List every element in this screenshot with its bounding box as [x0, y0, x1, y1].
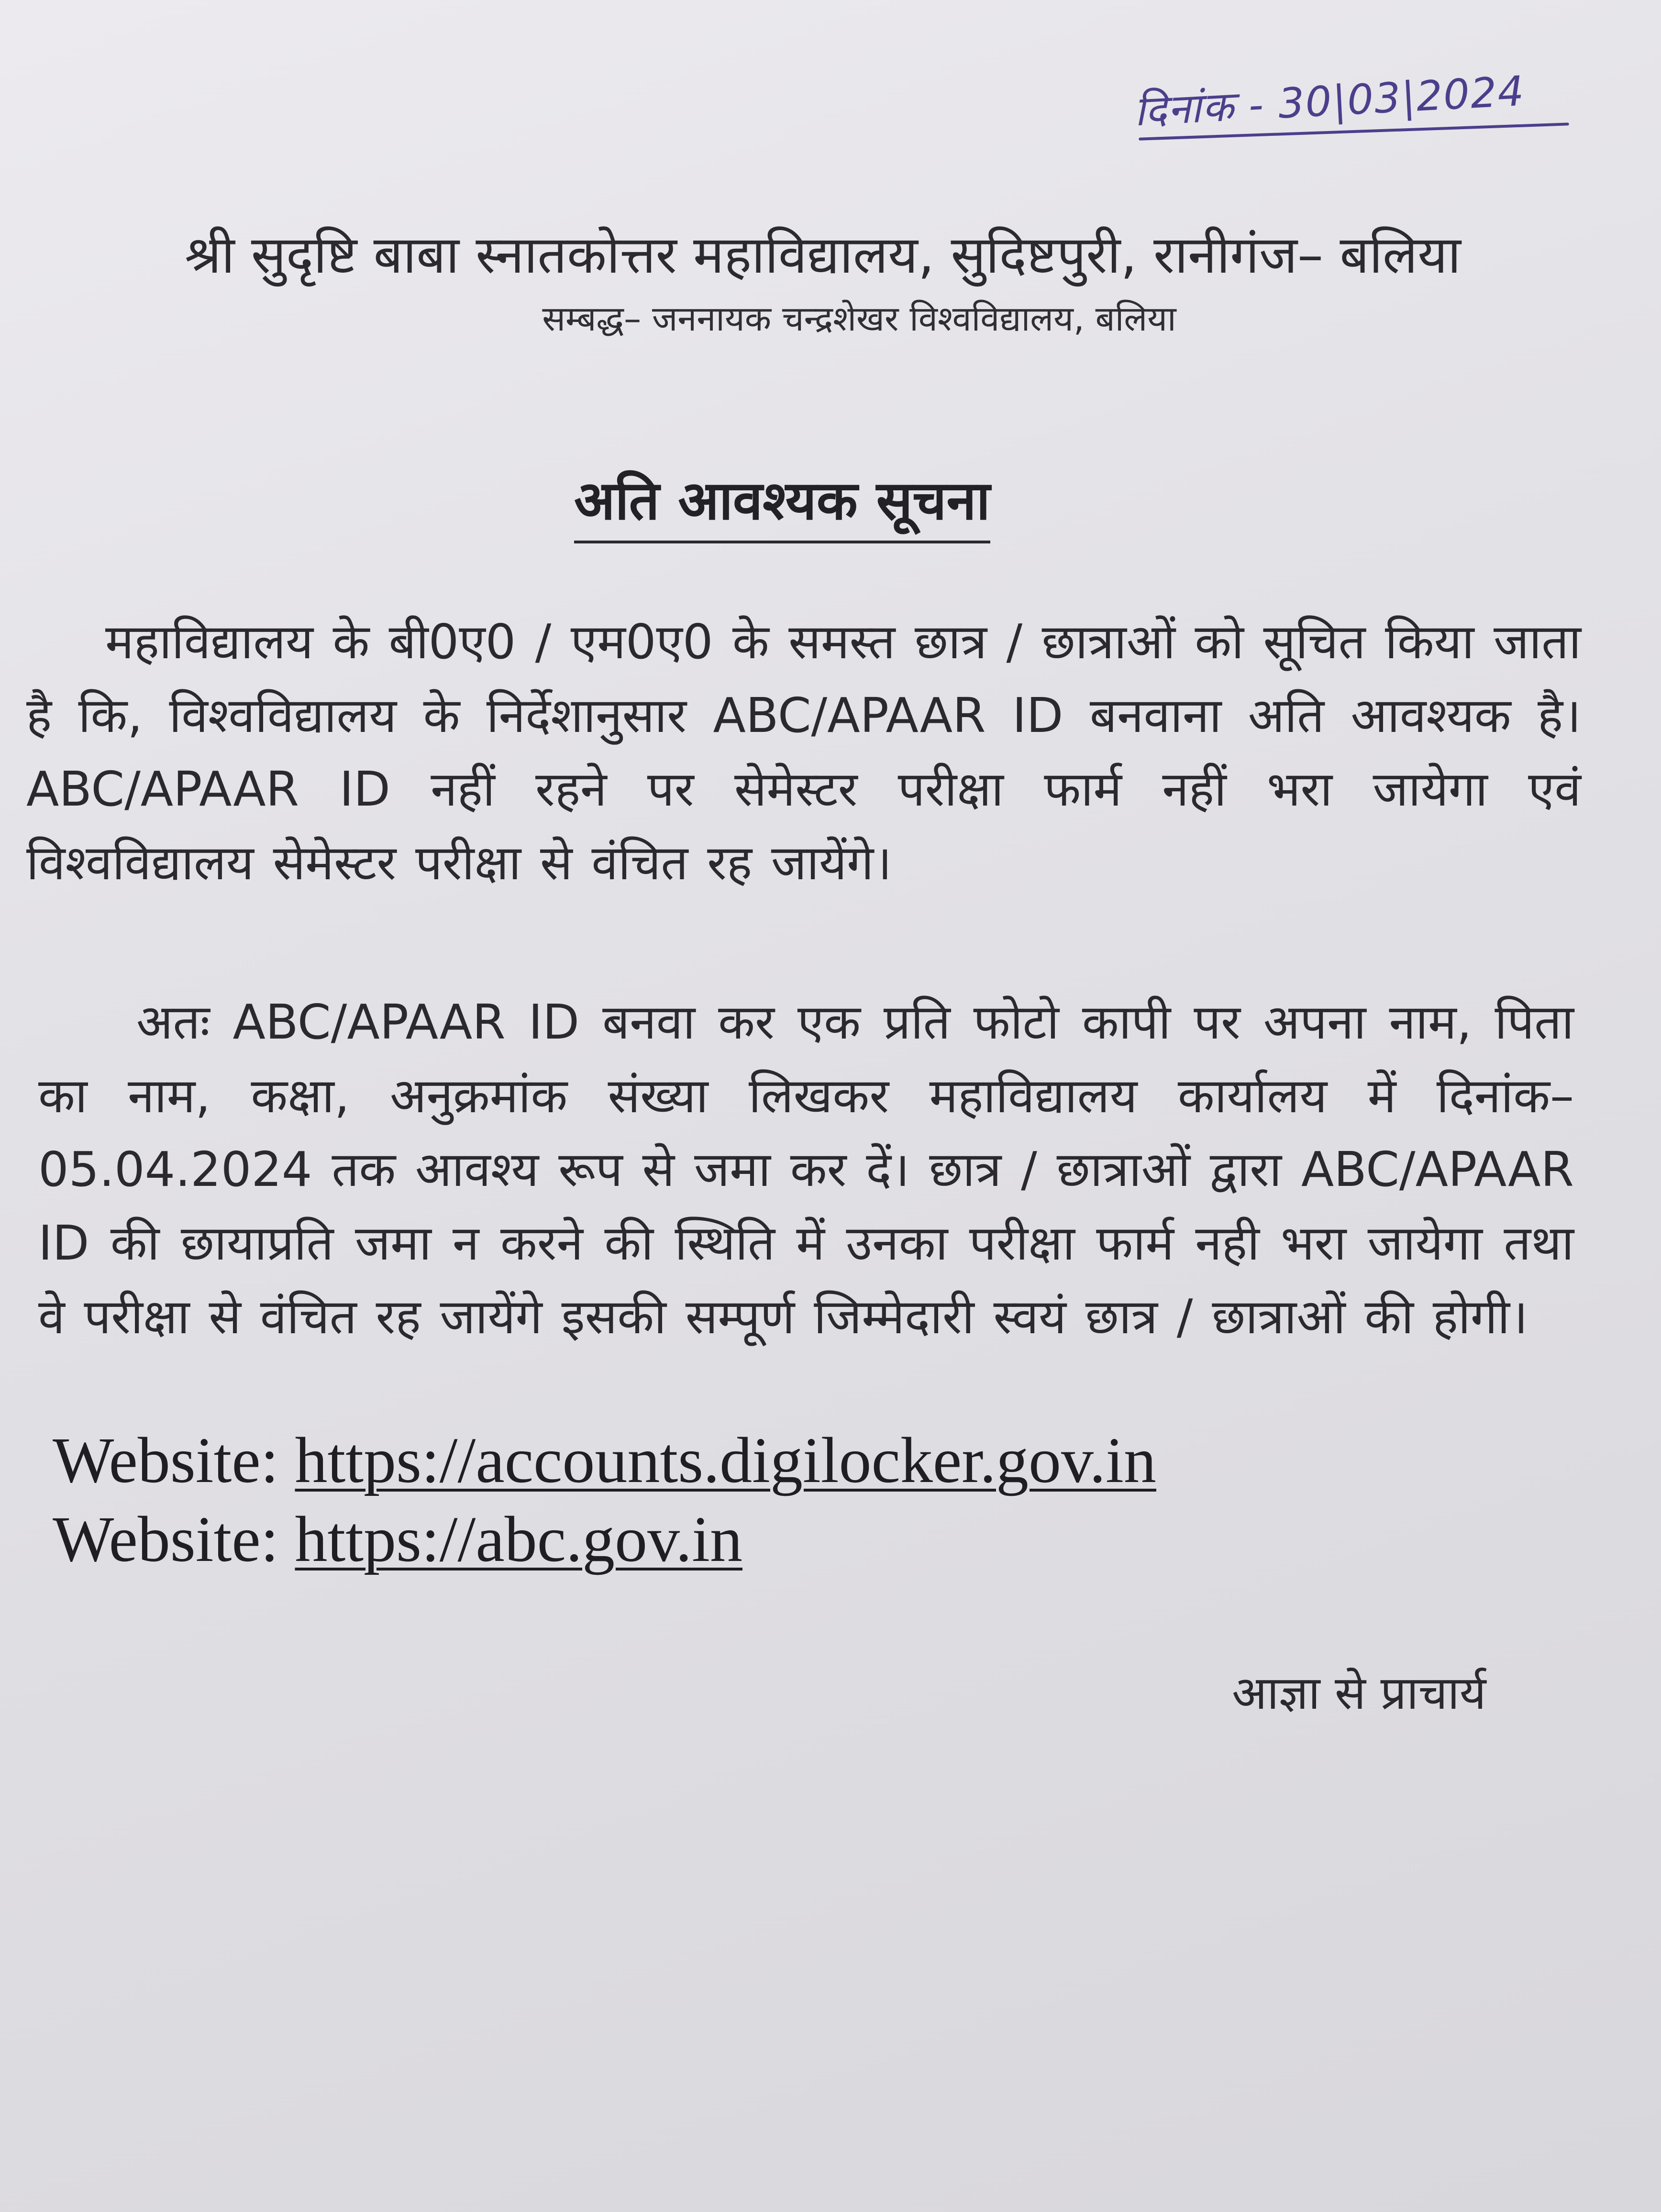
notice-paragraph-2: अतः ABC/APAAR ID बनवा कर एक प्रति फोटो कापी पर अपना नाम, पिता का नाम, कक्षा, अनुक्रमांक संख्या लिखकर महाविद्यालय कार्यालय में दिनांक– 05.04.2024 तक आवश्य रूप से जमा कर दें। छात्र / छात्राओं द्वारा ABC/APAAR ID की छायाप्रति जमा न करने की स्थिति में उनका परीक्षा फार्म नही भरा जायेगा तथा वे परीक्षा से वंचित रह जायेंगे इसकी सम्पूर्ण जिम्मेदारी स्वयं छात्र / छात्राओं की होगी। — [38, 994, 1574, 1345]
handwritten-date: दिनांक - 30|03|2024 — [1133, 67, 1526, 136]
digilocker-link[interactable]: https://accounts.digilocker.gov.in — [295, 1425, 1156, 1496]
website-label: Website: — [53, 1504, 279, 1575]
principal-signature-line: आज्ञा से प्राचार्य — [1232, 1666, 1486, 1720]
website-label: Website: — [53, 1425, 279, 1496]
notice-title: अति आवश्यक सूचना — [574, 462, 990, 543]
notice-paragraph-1: महाविद्यालय के बी0ए0 / एम0ए0 के समस्त छात्र / छात्राओं को सूचित किया जाता है कि, विश्वविद्यालय के निर्देशानुसार ABC/APAAR ID बनवाना अति आवश्यक है। ABC/APAAR ID नहीं रहने पर सेमेस्टर परीक्षा फार्म नहीं भरा जायेगा एवं विश्वविद्यालय सेमेस्टर परीक्षा से वंचित रह जायेंगे। — [26, 614, 1581, 891]
abc-link[interactable]: https://abc.gov.in — [295, 1504, 743, 1575]
website-line-digilocker — [53, 1423, 1156, 1498]
college-name: श्री सुदृष्टि बाबा स्नातकोत्तर महाविद्यालय, सुदिष्टपुरी, रानीगंज– बलिया — [185, 225, 1461, 285]
website-line-abc — [53, 1502, 742, 1577]
affiliation-line: सम्बद्ध– जननायक चन्द्रशेखर विश्वविद्यालय, बलिया — [542, 299, 1176, 339]
